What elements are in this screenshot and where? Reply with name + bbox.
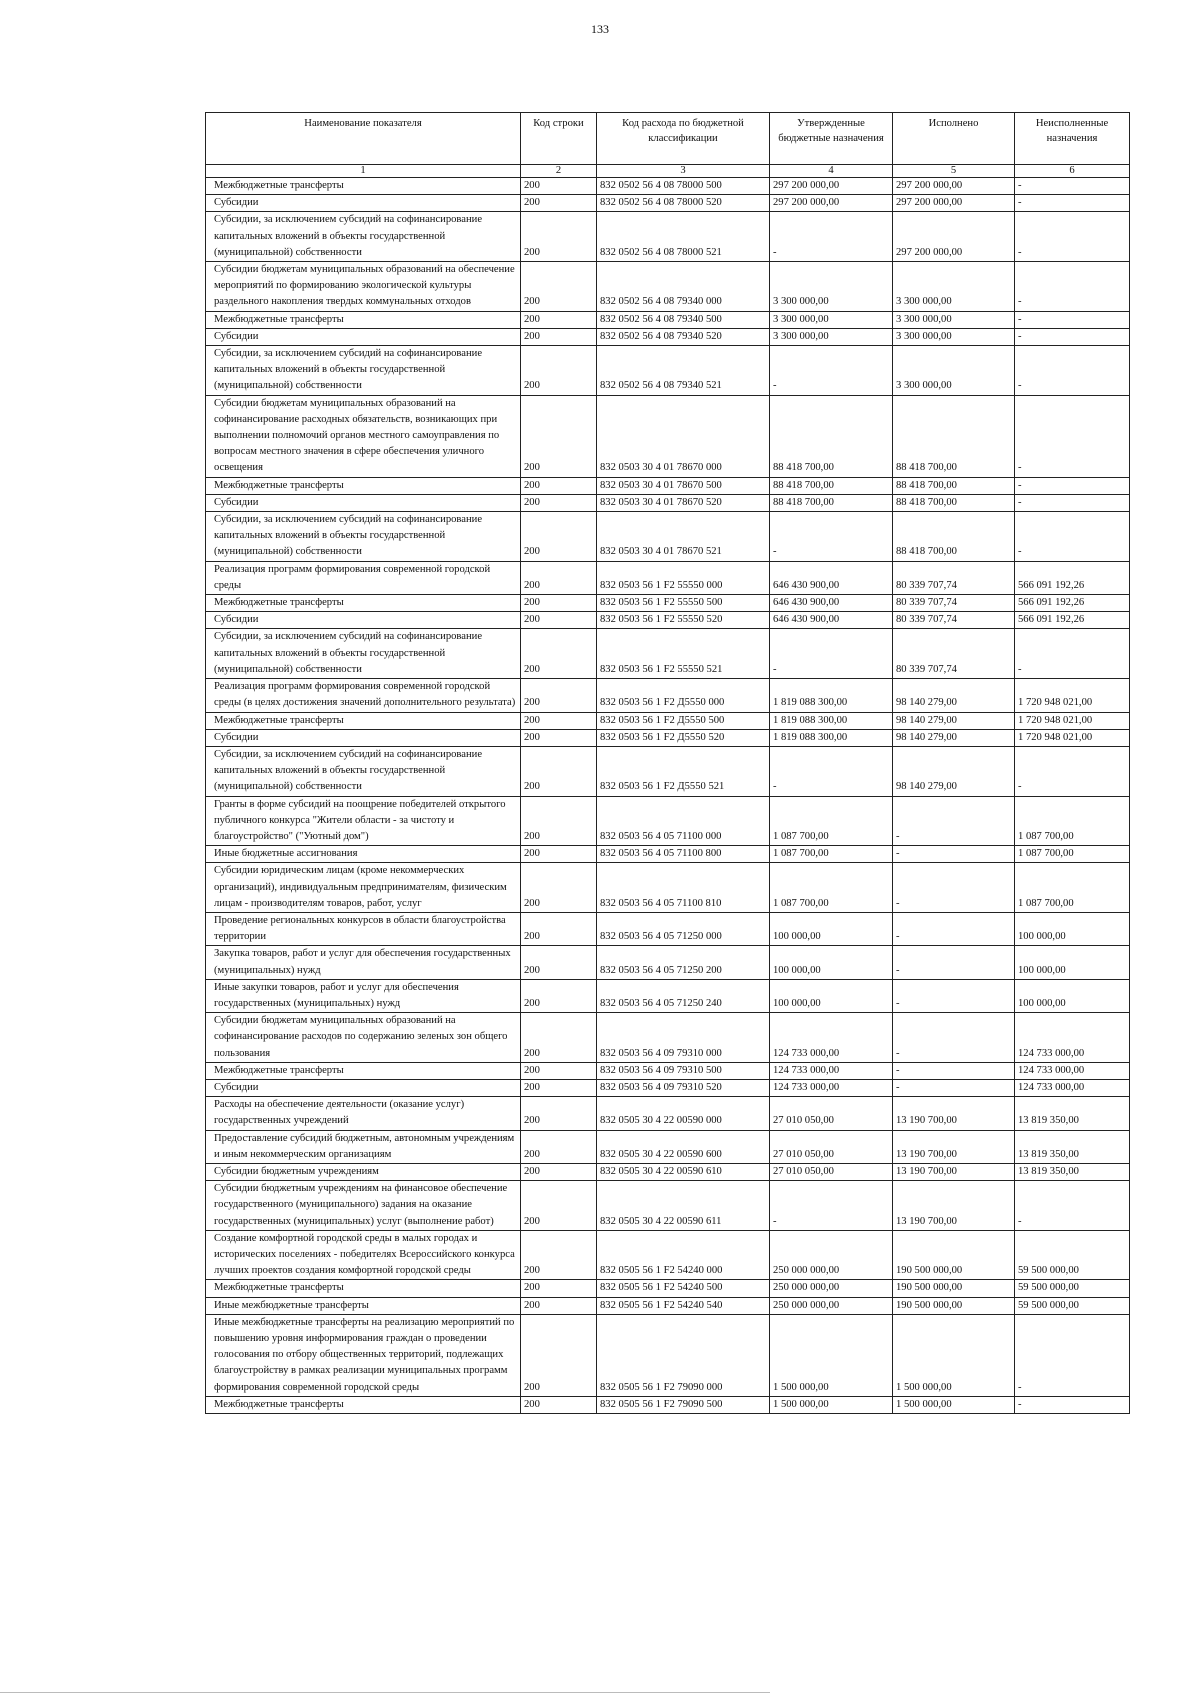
cell-line-code: 200 <box>521 195 597 212</box>
cell-approved: 646 430 900,00 <box>770 595 893 612</box>
cell-indicator-name: Иные закупки товаров, работ и услуг для обеспечения государственных (муниципальных) нужд <box>206 979 521 1012</box>
table-row <box>206 595 1130 612</box>
cell-indicator-name: Субсидии бюджетным учреждениям <box>206 1163 521 1180</box>
table-row <box>206 395 1130 477</box>
column-number: 1 <box>206 165 521 178</box>
cell-expense-code: 832 0505 30 4 22 00590 610 <box>597 1163 770 1180</box>
cell-indicator-name: Субсидии бюджетам муниципальных образований на обеспечение мероприятий по формированию экологической культуры раздельного накопления твердых коммунальных отходов <box>206 262 521 312</box>
cell-expense-code: 832 0503 56 1 F2 55550 500 <box>597 595 770 612</box>
cell-line-code: 200 <box>521 1314 597 1396</box>
table-row <box>206 746 1130 796</box>
cell-line-code: 200 <box>521 477 597 494</box>
cell-approved: 100 000,00 <box>770 946 893 979</box>
cell-expense-code: 832 0503 56 4 05 71250 000 <box>597 912 770 945</box>
cell-approved: 250 000 000,00 <box>770 1230 893 1280</box>
cell-expense-code: 832 0503 56 4 05 71100 810 <box>597 863 770 913</box>
cell-approved: 1 087 700,00 <box>770 796 893 846</box>
cell-indicator-name: Субсидии <box>206 1079 521 1096</box>
cell-approved: 3 300 000,00 <box>770 262 893 312</box>
cell-unexecuted: - <box>1015 1396 1130 1413</box>
cell-line-code: 200 <box>521 1097 597 1130</box>
table-row <box>206 1396 1130 1413</box>
cell-executed: 190 500 000,00 <box>893 1280 1015 1297</box>
cell-line-code: 200 <box>521 1396 597 1413</box>
cell-unexecuted: - <box>1015 178 1130 195</box>
cell-expense-code: 832 0503 56 1 F2 Д5550 500 <box>597 712 770 729</box>
table-row <box>206 561 1130 594</box>
table-row <box>206 1062 1130 1079</box>
column-number: 5 <box>893 165 1015 178</box>
cell-unexecuted: - <box>1015 512 1130 562</box>
column-number: 4 <box>770 165 893 178</box>
cell-indicator-name: Межбюджетные трансферты <box>206 178 521 195</box>
cell-unexecuted: - <box>1015 311 1130 328</box>
cell-unexecuted: - <box>1015 195 1130 212</box>
cell-approved: 27 010 050,00 <box>770 1163 893 1180</box>
cell-expense-code: 832 0503 56 4 09 79310 520 <box>597 1079 770 1096</box>
cell-approved: 1 819 088 300,00 <box>770 729 893 746</box>
column-number: 6 <box>1015 165 1130 178</box>
cell-executed: - <box>893 946 1015 979</box>
cell-line-code: 200 <box>521 328 597 345</box>
cell-executed: 98 140 279,00 <box>893 712 1015 729</box>
cell-unexecuted: - <box>1015 346 1130 396</box>
cell-unexecuted: 566 091 192,26 <box>1015 595 1130 612</box>
cell-expense-code: 832 0503 30 4 01 78670 000 <box>597 395 770 477</box>
cell-indicator-name: Реализация программ формирования современной городской среды <box>206 561 521 594</box>
table-row <box>206 1130 1130 1163</box>
cell-executed: 88 418 700,00 <box>893 494 1015 511</box>
cell-approved: 124 733 000,00 <box>770 1062 893 1079</box>
cell-indicator-name: Субсидии <box>206 612 521 629</box>
cell-expense-code: 832 0505 30 4 22 00590 611 <box>597 1181 770 1231</box>
cell-unexecuted: 59 500 000,00 <box>1015 1297 1130 1314</box>
table-row <box>206 1079 1130 1096</box>
cell-approved: 1 087 700,00 <box>770 863 893 913</box>
cell-unexecuted: 124 733 000,00 <box>1015 1079 1130 1096</box>
table-row <box>206 1230 1130 1280</box>
table-row <box>206 1181 1130 1231</box>
cell-approved: 1 087 700,00 <box>770 846 893 863</box>
cell-unexecuted: 59 500 000,00 <box>1015 1230 1130 1280</box>
table-body <box>206 178 1130 1414</box>
cell-unexecuted: - <box>1015 395 1130 477</box>
cell-indicator-name: Субсидии, за исключением субсидий на софинансирование капитальных вложений в объекты государственной (муниципальной) собственности <box>206 746 521 796</box>
cell-executed: 80 339 707,74 <box>893 595 1015 612</box>
cell-executed: 80 339 707,74 <box>893 612 1015 629</box>
cell-indicator-name: Иные бюджетные ассигнования <box>206 846 521 863</box>
table-row <box>206 178 1130 195</box>
table-row <box>206 477 1130 494</box>
cell-approved: 250 000 000,00 <box>770 1297 893 1314</box>
header-executed: Исполнено <box>893 113 1015 165</box>
cell-expense-code: 832 0505 56 1 F2 79090 000 <box>597 1314 770 1396</box>
table-row <box>206 1314 1130 1396</box>
cell-unexecuted: 1 087 700,00 <box>1015 863 1130 913</box>
cell-unexecuted: - <box>1015 1181 1130 1231</box>
cell-line-code: 200 <box>521 946 597 979</box>
table-row <box>206 512 1130 562</box>
header-unexecuted: Неисполненные назначения <box>1015 113 1130 165</box>
cell-expense-code: 832 0503 30 4 01 78670 521 <box>597 512 770 562</box>
header-approved: Утвержденные бюджетные назначения <box>770 113 893 165</box>
cell-indicator-name: Межбюджетные трансферты <box>206 1280 521 1297</box>
header-line-code: Код строки <box>521 113 597 165</box>
cell-indicator-name: Субсидии, за исключением субсидий на софинансирование капитальных вложений в объекты государственной (муниципальной) собственности <box>206 346 521 396</box>
cell-expense-code: 832 0502 56 4 08 79340 521 <box>597 346 770 396</box>
cell-line-code: 200 <box>521 796 597 846</box>
cell-expense-code: 832 0502 56 4 08 79340 000 <box>597 262 770 312</box>
cell-line-code: 200 <box>521 512 597 562</box>
cell-executed: 3 300 000,00 <box>893 262 1015 312</box>
cell-expense-code: 832 0505 56 1 F2 79090 500 <box>597 1396 770 1413</box>
cell-line-code: 200 <box>521 612 597 629</box>
cell-expense-code: 832 0503 56 1 F2 55550 520 <box>597 612 770 629</box>
cell-approved: 88 418 700,00 <box>770 477 893 494</box>
cell-indicator-name: Субсидии бюджетам муниципальных образований на софинансирование расходов по содержанию зеленых зон общего пользования <box>206 1013 521 1063</box>
table-row <box>206 612 1130 629</box>
cell-executed: 88 418 700,00 <box>893 512 1015 562</box>
cell-executed: 190 500 000,00 <box>893 1297 1015 1314</box>
cell-unexecuted: 13 819 350,00 <box>1015 1130 1130 1163</box>
cell-indicator-name: Расходы на обеспечение деятельности (оказание услуг) государственных учреждений <box>206 1097 521 1130</box>
cell-executed: 98 140 279,00 <box>893 729 1015 746</box>
cell-indicator-name: Межбюджетные трансферты <box>206 712 521 729</box>
cell-executed: 13 190 700,00 <box>893 1181 1015 1231</box>
cell-approved: 3 300 000,00 <box>770 328 893 345</box>
cell-unexecuted: 1 720 948 021,00 <box>1015 679 1130 712</box>
cell-indicator-name: Создание комфортной городской среды в малых городах и исторических поселениях - победителях Всероссийского конкурса лучших проектов создания комфортной городской среды <box>206 1230 521 1280</box>
table-header-row <box>206 113 1130 165</box>
cell-line-code: 200 <box>521 311 597 328</box>
cell-line-code: 200 <box>521 1280 597 1297</box>
cell-expense-code: 832 0505 30 4 22 00590 000 <box>597 1097 770 1130</box>
cell-executed: 3 300 000,00 <box>893 311 1015 328</box>
cell-executed: - <box>893 979 1015 1012</box>
table-row <box>206 712 1130 729</box>
cell-executed: 3 300 000,00 <box>893 346 1015 396</box>
cell-indicator-name: Субсидии, за исключением субсидий на софинансирование капитальных вложений в объекты государственной (муниципальной) собственности <box>206 629 521 679</box>
cell-approved: 100 000,00 <box>770 912 893 945</box>
cell-line-code: 200 <box>521 494 597 511</box>
table-row <box>206 729 1130 746</box>
cell-approved: 3 300 000,00 <box>770 311 893 328</box>
cell-approved: 88 418 700,00 <box>770 494 893 511</box>
table-row <box>206 1097 1130 1130</box>
cell-unexecuted: 13 819 350,00 <box>1015 1163 1130 1180</box>
cell-unexecuted: 566 091 192,26 <box>1015 612 1130 629</box>
cell-indicator-name: Межбюджетные трансферты <box>206 1062 521 1079</box>
table-row <box>206 328 1130 345</box>
cell-executed: 297 200 000,00 <box>893 178 1015 195</box>
cell-indicator-name: Субсидии <box>206 494 521 511</box>
cell-approved: 297 200 000,00 <box>770 178 893 195</box>
cell-expense-code: 832 0503 56 4 09 79310 500 <box>597 1062 770 1079</box>
cell-line-code: 200 <box>521 863 597 913</box>
cell-unexecuted: 124 733 000,00 <box>1015 1062 1130 1079</box>
cell-unexecuted: - <box>1015 328 1130 345</box>
column-number: 2 <box>521 165 597 178</box>
cell-unexecuted: 100 000,00 <box>1015 979 1130 1012</box>
cell-approved: - <box>770 1181 893 1231</box>
cell-approved: 297 200 000,00 <box>770 195 893 212</box>
cell-executed: 190 500 000,00 <box>893 1230 1015 1280</box>
cell-executed: 13 190 700,00 <box>893 1130 1015 1163</box>
cell-expense-code: 832 0505 56 1 F2 54240 000 <box>597 1230 770 1280</box>
cell-unexecuted: - <box>1015 629 1130 679</box>
cell-unexecuted: 566 091 192,26 <box>1015 561 1130 594</box>
column-number: 3 <box>597 165 770 178</box>
cell-unexecuted: 100 000,00 <box>1015 946 1130 979</box>
table-row <box>206 846 1130 863</box>
table-row <box>206 1013 1130 1063</box>
cell-indicator-name: Иные межбюджетные трансферты <box>206 1297 521 1314</box>
cell-line-code: 200 <box>521 262 597 312</box>
table-row <box>206 1280 1130 1297</box>
cell-approved: - <box>770 746 893 796</box>
cell-expense-code: 832 0505 30 4 22 00590 600 <box>597 1130 770 1163</box>
cell-executed: 88 418 700,00 <box>893 477 1015 494</box>
cell-line-code: 200 <box>521 712 597 729</box>
table-row <box>206 629 1130 679</box>
cell-approved: 1 819 088 300,00 <box>770 679 893 712</box>
cell-expense-code: 832 0503 56 4 05 71100 800 <box>597 846 770 863</box>
cell-unexecuted: - <box>1015 1314 1130 1396</box>
header-indicator-name: Наименование показателя <box>206 113 521 165</box>
cell-unexecuted: 1 720 948 021,00 <box>1015 729 1130 746</box>
cell-unexecuted: - <box>1015 212 1130 262</box>
cell-indicator-name: Субсидии <box>206 195 521 212</box>
cell-line-code: 200 <box>521 979 597 1012</box>
table-row <box>206 912 1130 945</box>
cell-indicator-name: Проведение региональных конкурсов в области благоустройства территории <box>206 912 521 945</box>
cell-expense-code: 832 0502 56 4 08 78000 521 <box>597 212 770 262</box>
table-row <box>206 863 1130 913</box>
cell-executed: 297 200 000,00 <box>893 195 1015 212</box>
cell-indicator-name: Межбюджетные трансферты <box>206 311 521 328</box>
cell-executed: 1 500 000,00 <box>893 1314 1015 1396</box>
cell-expense-code: 832 0502 56 4 08 79340 500 <box>597 311 770 328</box>
cell-unexecuted: 13 819 350,00 <box>1015 1097 1130 1130</box>
cell-indicator-name: Межбюджетные трансферты <box>206 477 521 494</box>
cell-line-code: 200 <box>521 212 597 262</box>
cell-line-code: 200 <box>521 395 597 477</box>
cell-approved: 27 010 050,00 <box>770 1130 893 1163</box>
cell-executed: 88 418 700,00 <box>893 395 1015 477</box>
cell-line-code: 200 <box>521 346 597 396</box>
table-row <box>206 494 1130 511</box>
cell-expense-code: 832 0503 56 1 F2 Д5550 520 <box>597 729 770 746</box>
cell-expense-code: 832 0503 56 1 F2 Д5550 000 <box>597 679 770 712</box>
cell-expense-code: 832 0505 56 1 F2 54240 540 <box>597 1297 770 1314</box>
cell-indicator-name: Субсидии бюджетным учреждениям на финансовое обеспечение государственного (муниципального) задания на оказание государственных (муниципальных) услуг (выполнение работ) <box>206 1181 521 1231</box>
cell-indicator-name: Субсидии, за исключением субсидий на софинансирование капитальных вложений в объекты государственной (муниципальной) собственности <box>206 212 521 262</box>
cell-line-code: 200 <box>521 1130 597 1163</box>
cell-approved: 250 000 000,00 <box>770 1280 893 1297</box>
budget-execution-table <box>205 112 1130 1414</box>
cell-unexecuted: - <box>1015 746 1130 796</box>
cell-approved: - <box>770 629 893 679</box>
cell-approved: 1 500 000,00 <box>770 1396 893 1413</box>
cell-line-code: 200 <box>521 1163 597 1180</box>
cell-line-code: 200 <box>521 1230 597 1280</box>
cell-expense-code: 832 0503 30 4 01 78670 520 <box>597 494 770 511</box>
cell-expense-code: 832 0502 56 4 08 78000 520 <box>597 195 770 212</box>
cell-expense-code: 832 0503 30 4 01 78670 500 <box>597 477 770 494</box>
cell-unexecuted: 59 500 000,00 <box>1015 1280 1130 1297</box>
cell-indicator-name: Субсидии <box>206 328 521 345</box>
cell-unexecuted: 1 720 948 021,00 <box>1015 712 1130 729</box>
table-row <box>206 946 1130 979</box>
table-row <box>206 679 1130 712</box>
cell-executed: 1 500 000,00 <box>893 1396 1015 1413</box>
table-row <box>206 262 1130 312</box>
cell-expense-code: 832 0503 56 1 F2 Д5550 521 <box>597 746 770 796</box>
cell-line-code: 200 <box>521 1062 597 1079</box>
cell-executed: 98 140 279,00 <box>893 746 1015 796</box>
cell-line-code: 200 <box>521 595 597 612</box>
cell-approved: 100 000,00 <box>770 979 893 1012</box>
cell-executed: 13 190 700,00 <box>893 1163 1015 1180</box>
cell-line-code: 200 <box>521 561 597 594</box>
cell-line-code: 200 <box>521 846 597 863</box>
cell-approved: 1 500 000,00 <box>770 1314 893 1396</box>
cell-approved: 124 733 000,00 <box>770 1013 893 1063</box>
cell-executed: - <box>893 1062 1015 1079</box>
table-row <box>206 195 1130 212</box>
cell-unexecuted: - <box>1015 477 1130 494</box>
cell-unexecuted: - <box>1015 494 1130 511</box>
cell-line-code: 200 <box>521 1181 597 1231</box>
cell-approved: 646 430 900,00 <box>770 612 893 629</box>
cell-executed: - <box>893 912 1015 945</box>
cell-approved: - <box>770 346 893 396</box>
cell-executed: 3 300 000,00 <box>893 328 1015 345</box>
cell-executed: - <box>893 796 1015 846</box>
cell-unexecuted: - <box>1015 262 1130 312</box>
cell-executed: - <box>893 1013 1015 1063</box>
cell-executed: 13 190 700,00 <box>893 1097 1015 1130</box>
cell-approved: 124 733 000,00 <box>770 1079 893 1096</box>
cell-approved: - <box>770 512 893 562</box>
cell-approved: 646 430 900,00 <box>770 561 893 594</box>
cell-indicator-name: Субсидии бюджетам муниципальных образований на софинансирование расходных обязательств, возникающих при выполнении полномочий органов местного самоуправления по вопросам местного значения в сфере обеспечения уличного освещения <box>206 395 521 477</box>
cell-indicator-name: Реализация программ формирования современной городской среды (в целях достижения значений дополнительного результата) <box>206 679 521 712</box>
cell-approved: - <box>770 212 893 262</box>
cell-unexecuted: 1 087 700,00 <box>1015 846 1130 863</box>
cell-approved: 27 010 050,00 <box>770 1097 893 1130</box>
cell-unexecuted: 124 733 000,00 <box>1015 1013 1130 1063</box>
page-number: 133 <box>591 22 609 36</box>
table-row <box>206 1297 1130 1314</box>
cell-expense-code: 832 0503 56 4 05 71250 240 <box>597 979 770 1012</box>
cell-indicator-name: Иные межбюджетные трансферты на реализацию мероприятий по повышению уровня информирования граждан о проведении голосования по отбору общественных территорий, подлежащих благоустройству в рамках реализации муниципальных программ формирования современной городской среды <box>206 1314 521 1396</box>
table-row <box>206 346 1130 396</box>
cell-indicator-name: Закупка товаров, работ и услуг для обеспечения государственных (муниципальных) нужд <box>206 946 521 979</box>
cell-indicator-name: Межбюджетные трансферты <box>206 595 521 612</box>
cell-expense-code: 832 0503 56 4 09 79310 000 <box>597 1013 770 1063</box>
cell-executed: - <box>893 1079 1015 1096</box>
cell-executed: 297 200 000,00 <box>893 212 1015 262</box>
cell-expense-code: 832 0503 56 4 05 71250 200 <box>597 946 770 979</box>
column-number-row <box>206 165 1130 178</box>
table-row <box>206 212 1130 262</box>
cell-indicator-name: Субсидии <box>206 729 521 746</box>
table-row <box>206 979 1130 1012</box>
cell-expense-code: 832 0503 56 4 05 71100 000 <box>597 796 770 846</box>
cell-executed: 80 339 707,74 <box>893 561 1015 594</box>
cell-indicator-name: Гранты в форме субсидий на поощрение победителей открытого публичного конкурса "Жители области - за чистоту и благоустройство" ("Уютный дом") <box>206 796 521 846</box>
cell-executed: - <box>893 846 1015 863</box>
cell-line-code: 200 <box>521 729 597 746</box>
cell-indicator-name: Субсидии, за исключением субсидий на софинансирование капитальных вложений в объекты государственной (муниципальной) собственности <box>206 512 521 562</box>
table-row <box>206 796 1130 846</box>
cell-expense-code: 832 0503 56 1 F2 55550 521 <box>597 629 770 679</box>
cell-executed: 98 140 279,00 <box>893 679 1015 712</box>
cell-line-code: 200 <box>521 629 597 679</box>
table-row <box>206 311 1130 328</box>
budget-execution-table-container <box>205 112 1129 1414</box>
cell-expense-code: 832 0502 56 4 08 78000 500 <box>597 178 770 195</box>
table-row <box>206 1163 1130 1180</box>
cell-executed: 80 339 707,74 <box>893 629 1015 679</box>
cell-approved: 88 418 700,00 <box>770 395 893 477</box>
cell-line-code: 200 <box>521 912 597 945</box>
cell-unexecuted: 1 087 700,00 <box>1015 796 1130 846</box>
cell-executed: - <box>893 863 1015 913</box>
cell-expense-code: 832 0503 56 1 F2 55550 000 <box>597 561 770 594</box>
cell-approved: 1 819 088 300,00 <box>770 712 893 729</box>
cell-line-code: 200 <box>521 1297 597 1314</box>
header-expense-code: Код расхода по бюджетной классификации <box>597 113 770 165</box>
cell-expense-code: 832 0505 56 1 F2 54240 500 <box>597 1280 770 1297</box>
cell-expense-code: 832 0502 56 4 08 79340 520 <box>597 328 770 345</box>
cell-line-code: 200 <box>521 1013 597 1063</box>
cell-line-code: 200 <box>521 679 597 712</box>
cell-indicator-name: Предоставление субсидий бюджетным, автономным учреждениям и иным некоммерческим организациям <box>206 1130 521 1163</box>
cell-unexecuted: 100 000,00 <box>1015 912 1130 945</box>
cell-line-code: 200 <box>521 1079 597 1096</box>
cell-indicator-name: Субсидии юридическим лицам (кроме некоммерческих организаций), индивидуальным предпринимателям, физическим лицам - производителям товаров, работ, услуг <box>206 863 521 913</box>
cell-line-code: 200 <box>521 178 597 195</box>
cell-line-code: 200 <box>521 746 597 796</box>
cell-indicator-name: Межбюджетные трансферты <box>206 1396 521 1413</box>
